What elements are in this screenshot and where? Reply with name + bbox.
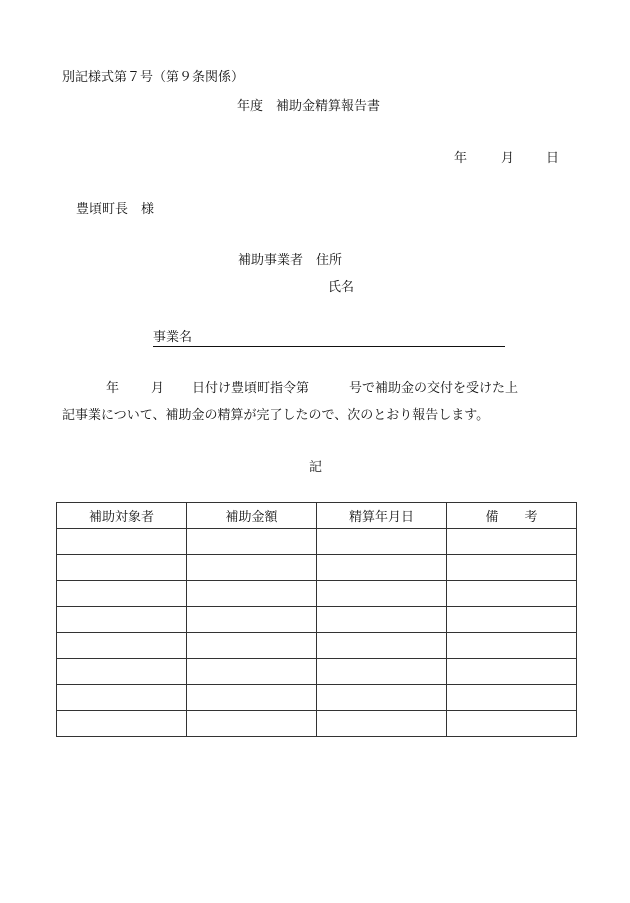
addressee: 豊頃町長 様 — [76, 202, 155, 217]
date-line — [454, 147, 559, 166]
table-cell[interactable] — [57, 685, 187, 711]
table-cell[interactable] — [187, 711, 317, 737]
table-cell[interactable] — [187, 581, 317, 607]
body-year: 年 — [106, 381, 120, 396]
table-row — [57, 555, 577, 581]
body-line-1 — [62, 377, 518, 396]
table-cell[interactable] — [187, 633, 317, 659]
table-row — [57, 607, 577, 633]
table-cell[interactable] — [447, 607, 577, 633]
table-cell[interactable] — [57, 607, 187, 633]
body-dated: 日付け豊頃町指令第 — [192, 381, 310, 396]
table-cell[interactable] — [57, 633, 187, 659]
table-cell[interactable] — [447, 633, 577, 659]
header-subsidy-amount: 補助金額 — [187, 503, 317, 529]
table-cell[interactable] — [447, 685, 577, 711]
date-year: 年 — [454, 151, 468, 166]
table-header-row — [57, 503, 577, 529]
table-row — [57, 529, 577, 555]
table-row — [57, 711, 577, 737]
header-remarks: 備 考 — [447, 503, 577, 529]
table-cell[interactable] — [447, 581, 577, 607]
body-month: 月 — [151, 381, 165, 396]
table-cell[interactable] — [447, 529, 577, 555]
table-cell[interactable] — [317, 581, 447, 607]
header-settlement-date: 精算年月日 — [317, 503, 447, 529]
ki-heading: 記 — [309, 460, 323, 475]
table-cell[interactable] — [57, 581, 187, 607]
date-day: 日 — [546, 151, 560, 166]
report-table — [56, 502, 577, 737]
date-month: 月 — [501, 151, 515, 166]
table-cell[interactable] — [317, 555, 447, 581]
table-cell[interactable] — [187, 659, 317, 685]
project-name-label: 事業名 — [153, 330, 193, 345]
table-cell[interactable] — [57, 711, 187, 737]
table-cell[interactable] — [317, 633, 447, 659]
table-cell[interactable] — [447, 659, 577, 685]
table-cell[interactable] — [57, 659, 187, 685]
table-cell[interactable] — [57, 529, 187, 555]
address-label: 住所 — [316, 253, 343, 268]
applicant-label: 補助事業者 — [238, 253, 304, 268]
body-rest: 号で補助金の交付を受けた上 — [349, 381, 519, 396]
table-cell[interactable] — [317, 607, 447, 633]
form-number: 別記様式第７号（第９条関係） — [62, 70, 245, 85]
table-cell[interactable] — [317, 659, 447, 685]
table-cell[interactable] — [317, 685, 447, 711]
table-row — [57, 581, 577, 607]
table-cell[interactable] — [447, 711, 577, 737]
table-cell[interactable] — [57, 555, 187, 581]
name-label: 氏名 — [328, 280, 355, 295]
document-title: 年度 補助金精算報告書 — [237, 99, 381, 114]
header-subsidy-recipient: 補助対象者 — [57, 503, 187, 529]
table-cell[interactable] — [317, 529, 447, 555]
table-cell[interactable] — [447, 555, 577, 581]
body-line-2: 記事業について、補助金の精算が完了したので、次のとおり報告します。 — [62, 408, 490, 423]
table-row — [57, 659, 577, 685]
project-name-line — [153, 326, 505, 347]
table-cell[interactable] — [187, 607, 317, 633]
table-cell[interactable] — [317, 711, 447, 737]
table-cell[interactable] — [187, 555, 317, 581]
table-cell[interactable] — [187, 529, 317, 555]
applicant-address-line — [238, 249, 342, 268]
table-row — [57, 685, 577, 711]
table-cell[interactable] — [187, 685, 317, 711]
table-row — [57, 633, 577, 659]
